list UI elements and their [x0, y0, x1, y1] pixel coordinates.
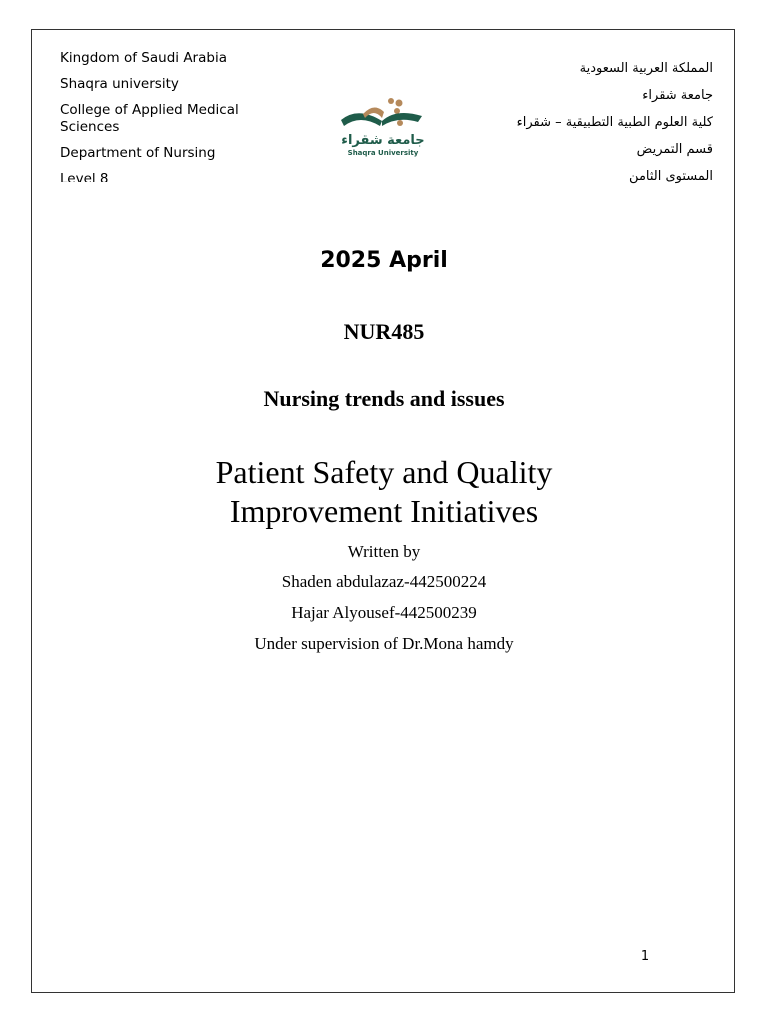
header-left-line-university: Shaqra university [60, 76, 179, 92]
report-date: 2025 April [320, 248, 448, 273]
written-by-label: Written by [347, 542, 421, 561]
page-number: 1 [640, 949, 650, 964]
header-right-line-university: جامعة شقراء [642, 88, 713, 103]
header-right-line-country: المملكة العربية السعودية [579, 61, 713, 76]
report-title-line-1: Patient Safety and Quality [215, 454, 553, 490]
header-left-line-department: Department of Nursing [60, 145, 216, 161]
header-right-block [505, 60, 713, 195]
report-title [0, 453, 768, 531]
author-1: Shaden abdulazaz-442500224 [281, 572, 487, 591]
header-left-line-college: College of Applied Medical Sciences [60, 102, 239, 135]
header-left-block [60, 50, 275, 182]
header-right-line-level: المستوى الثامن [629, 169, 713, 184]
university-logo [338, 96, 428, 160]
logo-arabic-text: جامعة شقراء [341, 133, 425, 148]
header-right-line-college: كلية العلوم الطبية التطبيقية – شقراء [516, 115, 713, 130]
logo-english-text: Shaqra University [347, 149, 419, 157]
header-left-line-level: Level 8 [60, 171, 109, 182]
header-right-line-department: قسم التمريض [636, 142, 713, 157]
header-left-line-country: Kingdom of Saudi Arabia [60, 50, 227, 66]
report-title-line-2: Improvement Initiatives [229, 493, 539, 529]
supervisor-line: Under supervision of Dr.Mona hamdy [254, 634, 514, 653]
course-name: Nursing trends and issues [263, 386, 505, 411]
author-2: Hajar Alyousef-442500239 [291, 603, 477, 622]
course-code: NUR485 [343, 319, 425, 344]
